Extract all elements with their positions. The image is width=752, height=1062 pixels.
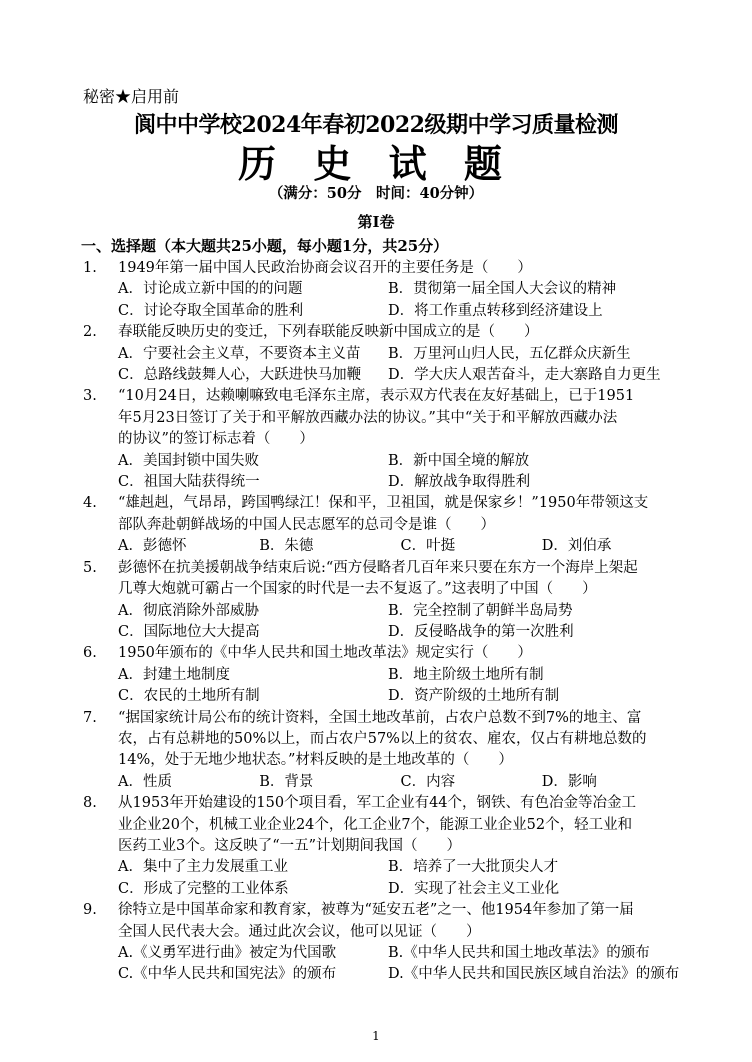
answer-option: A．彻底消除外部威胁 bbox=[118, 602, 259, 619]
exam-title: 阆中中学校2024年春初2022级期中学习质量检测 bbox=[134, 112, 618, 138]
answer-option: D．将工作重点转移到经济建设上 bbox=[388, 302, 603, 319]
option-row bbox=[118, 879, 683, 900]
question-number: 5. bbox=[83, 559, 97, 576]
question-stem-line: 1950年颁布的《中华人民共和国土地改革法》规定实行（ ） bbox=[118, 645, 532, 662]
secret-label: 秘密★启用前 bbox=[83, 87, 180, 106]
question-item bbox=[83, 386, 683, 493]
question-stem-line: 徐特立是中国革命家和教育家，被尊为“延安五老”之一、他1954年参加了第一届 bbox=[118, 902, 634, 919]
answer-option: A．集中了主力发展重工业 bbox=[118, 859, 288, 876]
question-number: 3. bbox=[83, 388, 97, 405]
question-stem-line: 几尊大炮就可霸占一个国家的时代是一去不复返了。”这表明了中国（ ） bbox=[118, 581, 597, 598]
question-stem-line: 从1953年开始建设的150个项目看，军工企业有44个，钢铁、有色冶金等冶金工 bbox=[118, 795, 637, 812]
answer-option: B．地主阶级土地所有制 bbox=[388, 666, 544, 683]
section-heading: 一、选择题（本大题共25小题，每小题1分，共25分） bbox=[81, 237, 449, 255]
option-row bbox=[118, 622, 683, 643]
answer-option: C．农民的土地所有制 bbox=[118, 688, 260, 705]
subject-title: 历 史 试 题 bbox=[238, 141, 514, 186]
question-item bbox=[83, 708, 683, 794]
answer-option: D．解放战争取得胜利 bbox=[388, 474, 531, 491]
option-row bbox=[118, 451, 683, 472]
answer-option: A．彭德怀 bbox=[118, 538, 187, 555]
question-stem-line: 全国人民代表大会。通过此次会议，他可以见证（ ） bbox=[118, 923, 481, 940]
answer-option: D.《中华人民共和国民族区域自治法》的颁布 bbox=[388, 966, 680, 983]
answer-option: D．反侵略战争的第一次胜利 bbox=[388, 623, 574, 640]
question-stem-line: 部队奔赴朝鲜战场的中国人民志愿军的总司令是谁（ ） bbox=[118, 516, 495, 533]
question-stem-line: 医药工业3个。这反映了“一五”计划期间我国（ ） bbox=[118, 837, 462, 854]
question-stem-line: “据国家统计局公布的统计资料，全国土地改革前，占农户总数不到7%的地主、富 bbox=[118, 709, 642, 726]
answer-option: A．美国封锁中国失败 bbox=[118, 452, 259, 469]
option-row bbox=[118, 964, 683, 985]
question-number: 8. bbox=[83, 795, 97, 812]
option-row bbox=[118, 536, 683, 557]
question-number: 9. bbox=[83, 902, 97, 919]
answer-option: D．学大庆人艰苦奋斗，走大寨路自力更生 bbox=[388, 367, 661, 384]
answer-option: C．总路线鼓舞人心，大跃进快马加鞭 bbox=[118, 367, 362, 384]
question-stem-line: 业企业20个，机械工业企业24个，化工企业7个，能源工业企业52个，轻工业和 bbox=[118, 816, 633, 833]
answer-option: B．完全控制了朝鲜半岛局势 bbox=[388, 602, 573, 619]
option-row bbox=[118, 365, 683, 386]
question-stem-line: “10月24日，达赖喇嘛致电毛泽东主席，表示双方代表在友好基础上，已于1951 bbox=[118, 388, 635, 405]
answer-option: C．祖国大陆获得统一 bbox=[118, 474, 260, 491]
answer-option: C．叶挺 bbox=[400, 538, 456, 555]
question-number: 6. bbox=[83, 645, 97, 662]
answer-option: B．朱德 bbox=[259, 538, 314, 555]
question-stem-line: 14%，处于无地少地状态。”材料反映的是土地改革的（ ） bbox=[118, 752, 513, 769]
option-row bbox=[118, 686, 683, 707]
question-stem-line: 的协议”的签订标志着（ ） bbox=[118, 431, 314, 448]
question-stem-line: 春联能反映历史的变迁，下列春联能反映新中国成立的是（ ） bbox=[118, 324, 539, 341]
question-number: 4. bbox=[83, 495, 97, 512]
question-list bbox=[83, 258, 683, 986]
option-row bbox=[118, 943, 683, 964]
option-row bbox=[118, 857, 683, 878]
answer-option: B．新中国全境的解放 bbox=[388, 452, 530, 469]
page-number: 1 bbox=[372, 1029, 380, 1043]
answer-option: B．培养了一大批顶尖人才 bbox=[388, 859, 559, 876]
answer-option: B．背景 bbox=[259, 773, 314, 790]
answer-option: D．影响 bbox=[541, 773, 597, 790]
volume-label: 第Ⅰ卷 bbox=[357, 213, 395, 231]
question-stem-line: 农，占有总耕地的50%以上，而占农户57%以上的贫农、雇农，仅占有耕地总数的 bbox=[118, 730, 647, 747]
option-row bbox=[118, 344, 683, 365]
question-stem-line: 彭德怀在抗美援朝战争结束后说:“西方侵略者几百年来只要在东方一个海岸上架起 bbox=[118, 559, 638, 576]
option-row bbox=[118, 665, 683, 686]
answer-option: A．性质 bbox=[118, 773, 172, 790]
score-time-info: （满分：50分 时间：40分钟） bbox=[268, 185, 484, 202]
answer-option: B.《中华人民共和国土地改革法》的颁布 bbox=[388, 945, 650, 961]
answer-option: C．内容 bbox=[400, 773, 456, 790]
question-item bbox=[83, 558, 683, 644]
answer-option: A.《义勇军进行曲》被定为代国歌 bbox=[118, 945, 337, 961]
answer-option: A．讨论成立新中国的的问题 bbox=[118, 281, 303, 298]
question-item bbox=[83, 900, 683, 986]
option-row bbox=[118, 279, 683, 300]
answer-option: D．实现了社会主义工业化 bbox=[388, 880, 560, 897]
answer-option: C．讨论夺取全国革命的胜利 bbox=[118, 302, 304, 319]
question-number: 2. bbox=[83, 324, 97, 341]
answer-option: A．封建土地制度 bbox=[118, 666, 230, 683]
option-row bbox=[118, 301, 683, 322]
answer-option: D．刘伯承 bbox=[541, 538, 612, 555]
answer-option: D．资产阶级的土地所有制 bbox=[388, 688, 560, 705]
question-stem-line: 年5月23日签订了关于和平解放西藏办法的协议。”其中“关于和平解放西藏办法 bbox=[118, 409, 618, 426]
question-number: 7. bbox=[83, 709, 97, 726]
question-item bbox=[83, 493, 683, 557]
option-row bbox=[118, 601, 683, 622]
question-item bbox=[83, 258, 683, 322]
question-number: 1. bbox=[83, 260, 97, 276]
option-row bbox=[118, 772, 683, 793]
question-item bbox=[83, 793, 683, 900]
question-item bbox=[83, 643, 683, 707]
option-row bbox=[118, 472, 683, 493]
answer-option: C．形成了完整的工业体系 bbox=[118, 880, 289, 897]
answer-option: B．万里河山归人民，五亿群众庆新生 bbox=[388, 345, 631, 362]
question-stem-line: “雄赳赳，气昂昂，跨国鸭绿江！保和平，卫祖国，就是保家乡！”1950年带领这支 bbox=[118, 495, 649, 512]
question-item bbox=[83, 322, 683, 386]
question-stem-line: 1949年第一届中国人民政治协商会议召开的主要任务是（ ） bbox=[118, 260, 532, 276]
answer-option: C.《中华人民共和国宪法》的颁布 bbox=[118, 966, 337, 983]
answer-option: A．宁要社会主义草，不要资本主义苗 bbox=[118, 345, 361, 362]
answer-option: C．国际地位大大提高 bbox=[118, 623, 260, 640]
answer-option: B．贯彻第一届全国人大会议的精神 bbox=[388, 281, 617, 298]
